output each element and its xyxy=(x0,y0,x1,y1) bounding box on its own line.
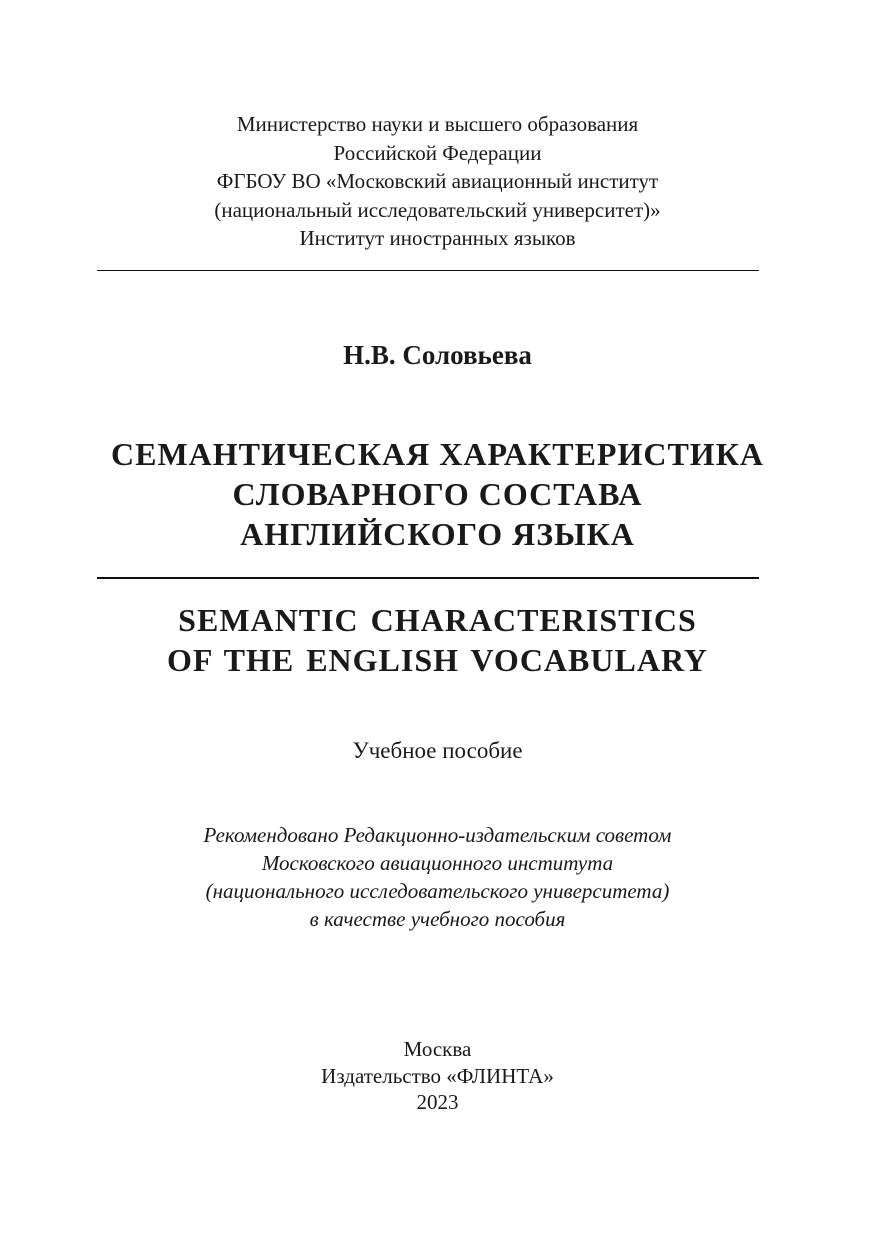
recommendation-line: (национального исследовательского университета) xyxy=(205,879,670,903)
title-en-line: OF THE ENGLISH VOCABULARY xyxy=(166,642,709,678)
university-subtitle-line: (национальный исследовательский университет)» xyxy=(214,197,661,222)
title-divider xyxy=(97,577,759,579)
author-name: Н.В. Соловьева xyxy=(343,340,532,370)
institution-header xyxy=(0,110,875,253)
institute-line: Институт иностранных языков xyxy=(299,226,576,250)
title-en-line: SEMANTIC CHARACTERISTICS xyxy=(178,602,697,638)
document-type: Учебное пособие xyxy=(352,738,523,763)
ministry-line: Министерство науки и высшего образования xyxy=(236,112,639,136)
university-line: ФГБОУ ВО «Московский авиационный институт xyxy=(216,169,659,193)
publication-imprint xyxy=(0,1036,875,1116)
recommendation-line: Рекомендовано Редакционно-издательским советом xyxy=(203,823,672,847)
title-english xyxy=(0,600,875,680)
title-ru-line: АНГЛИЙСКОГО ЯЗЫКА xyxy=(240,516,635,552)
country-line: Российской Федерации xyxy=(333,140,542,165)
imprint-publisher: Издательство «ФЛИНТА» xyxy=(321,1063,554,1088)
title-ru-line: СЛОВАРНОГО СОСТАВА xyxy=(232,476,643,512)
title-russian xyxy=(0,434,875,554)
imprint-city: Москва xyxy=(403,1037,472,1061)
imprint-year: 2023 xyxy=(416,1090,459,1114)
title-ru-line: СЕМАНТИЧЕСКАЯ ХАРАКТЕРИСТИКА xyxy=(110,436,764,472)
recommendation-line: в качестве учебного пособия xyxy=(309,907,566,931)
recommendation-line: Московского авиационного института xyxy=(261,851,614,875)
recommendation-note xyxy=(0,821,875,933)
header-divider xyxy=(97,270,759,271)
